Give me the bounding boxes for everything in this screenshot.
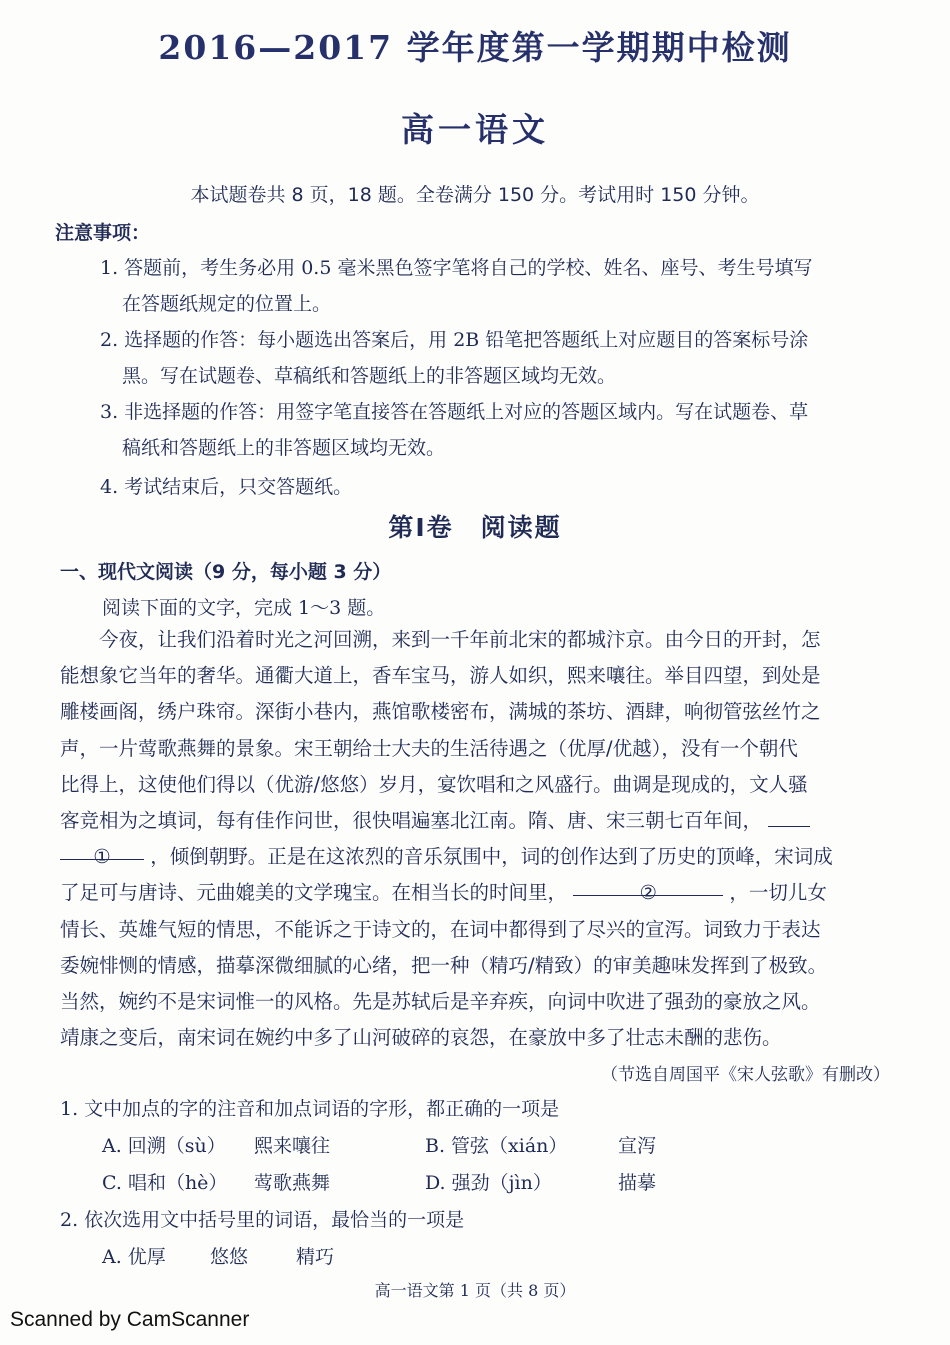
q1-option-c-label: C. 唱和（hè） [102, 1172, 228, 1194]
question-2-stem: 2. 依次选用文中括号里的词语，最恰当的一项是 [60, 1209, 465, 1231]
part1-heading: 一、现代文阅读（9 分，每小题 3 分） [60, 561, 392, 583]
passage-line-9: 情长、英雄气短的情思，不能诉之于诗文的，在词中都得到了尽兴的宣泻。词致力于表达 [60, 917, 821, 941]
notice-item-1-line1: 1. 答题前，考生务必用 0.5 毫米黑色签字笔将自己的学校、姓名、座号、考生号填写 [100, 257, 813, 279]
scanner-watermark: Scanned by CamScanner [10, 1308, 250, 1331]
q1-option-a-label: A. 回溯（sù） [102, 1135, 226, 1157]
notice-item-2-line2: 黑。写在试题卷、草稿纸和答题纸上的非答题区域均无效。 [122, 365, 617, 387]
passage-line-8-end: ，一切儿女 [729, 881, 827, 905]
subject-title: 高一语文 [401, 110, 549, 149]
passage-line-1: 今夜，让我们沿着时光之河回溯，来到一千年前北宋的都城汴京。由今日的开封，怎 [60, 628, 821, 651]
q2-option-a-word2: 悠悠 [210, 1246, 249, 1268]
passage-line-3: 雕楼画阁，绣户珠帘。深街小巷内，燕馆歌楼密布，满城的茶坊、酒肆，响彻管弦丝竹之 [60, 700, 821, 724]
q1-option-d-label: D. 强劲（jìn） [425, 1172, 552, 1194]
reading-instruction: 阅读下面的文字，完成 1～3 题。 [102, 597, 386, 619]
passage-line-8: 了足可与唐诗、元曲媲美的文学瑰宝。在相当长的时间里， [60, 881, 568, 905]
page-footer: 高一语文第 1 页（共 8 页） [374, 1281, 576, 1300]
q2-option-a-word3: 精巧 [296, 1246, 335, 1268]
passage-source: （节选自周国平《宋人弦歌》有删改） [601, 1065, 890, 1085]
notice-item-1-line2: 在答题纸规定的位置上。 [122, 293, 332, 315]
notice-item-3-line1: 3. 非选择题的作答：用签字笔直接答在答题纸上对应的答题区域内。写在试题卷、草 [100, 401, 809, 423]
section-title: 第Ⅰ卷 阅读题 [388, 513, 562, 542]
passage-line-7: ，倾倒朝野。正是在这浓烈的音乐氛围中，词的创作达到了历史的顶峰，宋词成 [150, 845, 833, 869]
q1-option-a-word: 熙来嚷往 [254, 1135, 331, 1157]
notice-title: 注意事项： [55, 222, 151, 244]
passage-line-10: 委婉悱恻的情感，描摹深微细腻的心绪，把一种（精巧/精致）的审美趣味发挥到了极致。 [60, 953, 828, 977]
exam-title: 2016—2017 学年度第一学期期中检测 [158, 28, 792, 67]
question-1-stem: 1. 文中加点的字的注音和加点词语的字形，都正确的一项是 [60, 1098, 560, 1120]
q1-option-c-word: 莺歌燕舞 [254, 1172, 331, 1194]
passage-line-5: 比得上，这使他们得以（优游/悠悠）岁月，宴饮唱和之风盛行。曲调是现成的，文人骚 [60, 772, 808, 796]
passage-line-6-wrap [60, 803, 895, 839]
blank-1: ① [60, 839, 144, 860]
q1-option-b-label: B. 管弦（xián） [425, 1135, 568, 1157]
passage-line-12: 靖康之变后，南宋词在婉约中多了山河破碎的哀怨，在豪放中多了壮志未酬的悲伤。 [60, 1026, 782, 1050]
blank-2: ② [573, 875, 723, 896]
notice-item-4: 4. 考试结束后，只交答题纸。 [100, 476, 353, 498]
q1-option-b-word: 宣泻 [618, 1135, 657, 1157]
passage-line-4: 声，一片莺歌燕舞的景象。宋王朝给士大夫的生活待遇之（优厚/优越），没有一个朝代 [60, 736, 798, 760]
notice-item-2-line1: 2. 选择题的作答：每小题选出答案后，用 2B 铅笔把答题纸上对应题目的答案标号涂 [100, 329, 809, 351]
passage-line-7-wrap [60, 839, 895, 875]
passage-line-8-wrap [60, 875, 895, 911]
notice-item-3-line2: 稿纸和答题纸上的非答题区域均无效。 [122, 437, 446, 459]
passage-line-6: 客竞相为之填词，每有佳作问世，很快唱遍塞北江南。隋、唐、宋三朝七百年间， [60, 809, 763, 833]
reading-passage [60, 622, 895, 1056]
q1-option-d-word: 描摹 [618, 1172, 657, 1194]
blank-1-start [768, 806, 810, 827]
passage-line-11: 当然，婉约不是宋词惟一的风格。先是苏轼后是辛弃疾，向词中吹进了强劲的豪放之风。 [60, 990, 821, 1014]
exam-intro: 本试题卷共 8 页，18 题。全卷满分 150 分。考试用时 150 分钟。 [190, 184, 760, 206]
q2-option-a-label: A. 优厚 [102, 1246, 166, 1268]
passage-line-2: 能想象它当年的奢华。通衢大道上，香车宝马，游人如织，熙来嚷往。举目四望，到处是 [60, 664, 821, 688]
